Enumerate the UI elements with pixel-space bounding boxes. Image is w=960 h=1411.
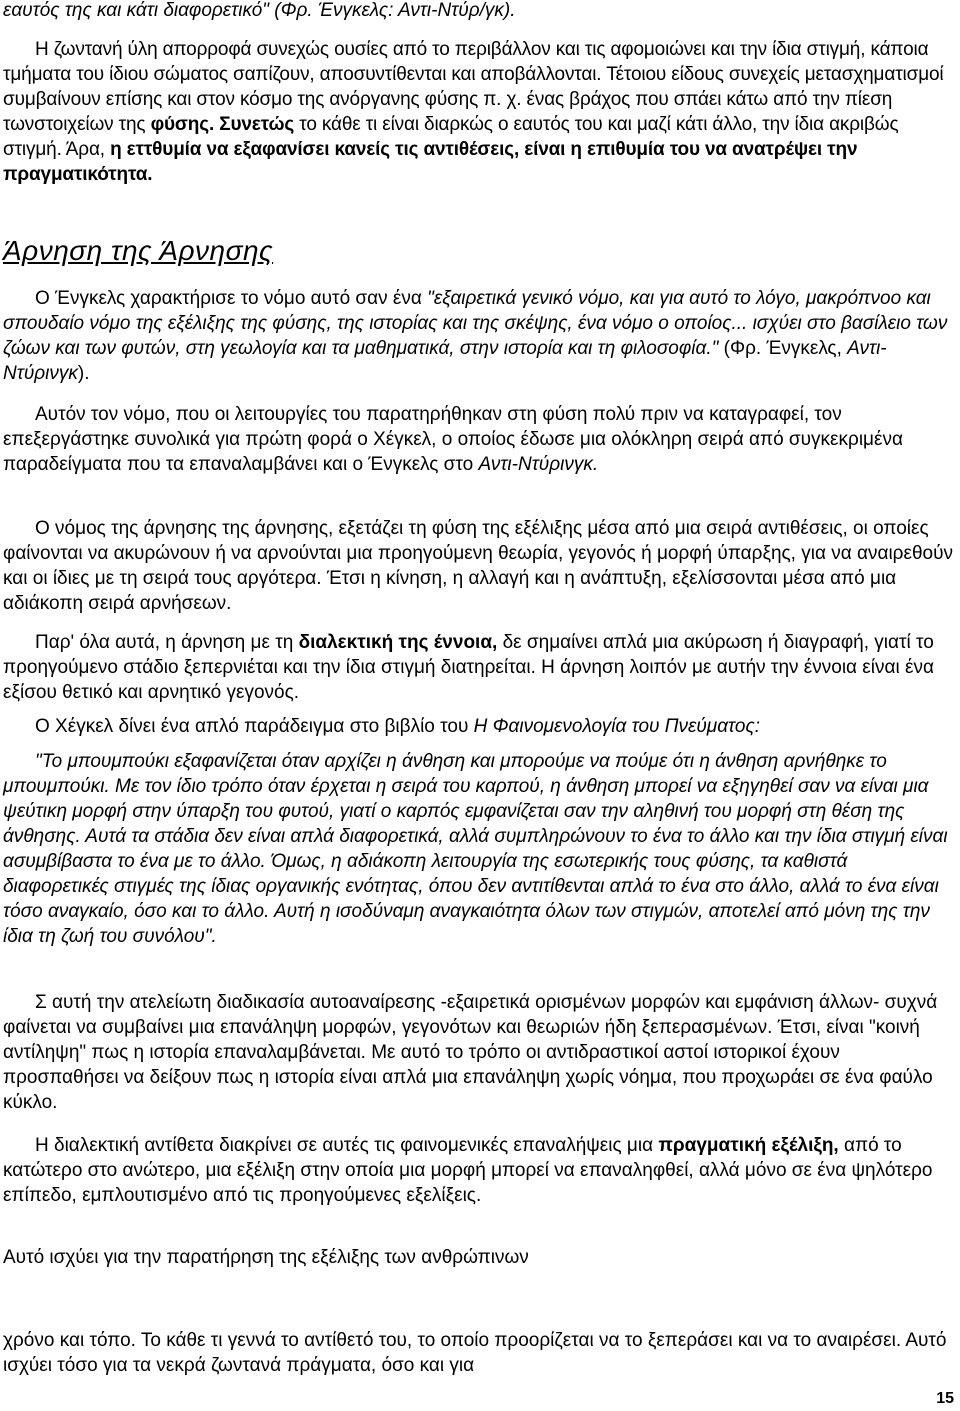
text-carryover: εαυτός της και κάτι διαφορετικό" (Φρ. Ένγκελς: Αντι-Ντύρ/γκ). (3, 0, 516, 21)
text-span: Ο Χέγκελ δίνει ένα απλό παράδειγμα στο βιβλίο του (35, 716, 474, 737)
paragraph-self-negation (3, 990, 953, 1115)
paragraph-hegel-law (3, 402, 953, 477)
paragraph-negation-law (3, 516, 953, 616)
bold-text: πραγματική εξέλιξη, (658, 1135, 839, 1156)
paragraph-time-place (3, 1328, 953, 1378)
paragraph-living-matter (3, 37, 953, 187)
text-span: Παρ' όλα αυτά, η άρνηση με τη (35, 632, 299, 653)
paragraph-carryover (3, 0, 953, 23)
paragraph-real-evolution (3, 1133, 953, 1208)
italic-title: Αντι-Ντύρινγκ (3, 338, 887, 384)
text-span: από το κατώτερο στο ανώτερο, μια εξέλιξη στην οποία μια μορφή μπορεί να επαναληφθεί, αλλά μόνο σε ένα ψηλότερο επίπεδο, εμπλουτισμένο από τις προηγούμενες εξελίξεις. (3, 1135, 933, 1206)
paragraph-human-evolution (3, 1245, 953, 1270)
paragraph-hegel-example (3, 714, 953, 739)
text-span: το κάθε τι είναι διαρκώς ο εαυτός του και μαζί κάτι άλλο, την ίδια ακριβώς στιγμή. Άρα, (3, 114, 899, 160)
italic-title: Αντι-Ντύρινγκ. (478, 454, 599, 475)
text-span: Ο Ένγκελς χαρακτήρισε το νόμο αυτό σαν ένα (35, 288, 428, 309)
quote-text: "Το μπουμπούκι εξαφανίζεται όταν αρχίζει η άνθηση και μπορούμε να πούμε ότι η άνθηση αρνήθηκε το μπουμπούκι. Με τον ίδιο τρόπο όταν έρχεται η σειρά του καρπού, η άνθηση μπορεί να εξηγηθεί σαν να είναι μια ψεύτικη μορφή στην ύπαρξη του φυτού, γιατί ο καρπός εμφανίζεται σαν την αληθινή του μορφή στη θέση της άνθησης. Αυτά τα στάδια δεν είναι απλά διαφορετικά, αλλά συμπληρώνουν το ένα το άλλο και την ίδια στιγμή είναι ασυμβίβαστα το ένα με το άλλο. Όμως, η αδιάκοπη λειτουργία της εσωτερικής τους φύσης, τα καθιστά διαφορετικές στιγμές της ίδιας οργανικής ενότητας, όπου δεν αντιτίθενται απλά το ένα στο άλλο, αλλά το ένα είναι τόσο αναγκαίο, όσο και το άλλο. Αυτή η ισοδύναμη αναγκαιότητα όλων των στιγμών, αποτελεί από μόνη της την ίδια τη ζωή του συνόλου". (3, 751, 948, 947)
text-span: δε σημαίνει απλά μια ακύρωση ή διαγραφή, γιατί το προηγούμενο στάδιο ξεπερνιέται και την ίδια στιγμή διατηρείται. Η άρνηση λοιπόν με αυτήν την έννοια είναι ένα εξίσου θετικό και αρνητικό γεγονός. (3, 632, 934, 703)
text-span: Αυτό ισχύει για την παρατήρηση της εξέλιξης των ανθρώπινων (3, 1247, 529, 1268)
text-span: στοιχείων της (34, 114, 151, 135)
bold-text: διαλεκτική της έννοια, (298, 632, 498, 653)
page-number: 15 (936, 1390, 954, 1407)
text-span: χρόνο και τόπο. Το κάθε τι γεννά το αντίθετό του, το οποίο προορίζεται να το ξεπεράσει και να το αναιρέσει. Αυτό ισχύει τόσο για τα νεκρά ζωντανά πράγματα, όσο και για (3, 1330, 947, 1376)
section-heading: Άρνηση της Άρνησης (3, 235, 274, 266)
paragraph-engels-law (3, 286, 953, 386)
paragraph-hegel-quote (3, 749, 953, 949)
bold-text: Συνετώς (219, 114, 295, 135)
text-span: Σ αυτή την ατελείωτη διαδικασία αυτοαναίρεσης -εξαιρετικά ορισμένων μορφών και εμφάνιση άλλων- συχνά φαίνεται να συμβαίνει μια επανάληψη μορφών, γεγονότων και θεωριών ήδη ξεπερασμένων. Έτσι, είναι "κοινή αντίληψη" πως η ιστορία επαναλαμβάνεται. Με αυτό το τρόπο οι αντιδραστικοί αστοί ιστορικοί έχουν προσπαθήσει να δείξουν πως η ιστορία είναι απλά μια επανάληψη χωρίς νόημα, που προχωράει σε ένα φαύλο κύκλο. (3, 992, 938, 1113)
italic-title: Η Φαινομενολογία του Πνεύματος: (473, 716, 760, 737)
text-span: Ο νόμος της άρνησης της άρνησης, εξετάζει τη φύση της εξέλιξης μέσα από μια σειρά αντιθέσεις, οι οποίες φαίνονται να ακυρώνουν ή να αρνούνται μια προηγούμενη θεωρία, γεγονός ή μορφή ύπαρξης, για να αναιρεθούν και οι ίδιες με τη σειρά τους αργότερα. Έτσι η κίνηση, η αλλαγή και η ανάπτυξη, εξελίσσονται μέσα από μια αδιάκοπη σειρά αρνήσεων. (3, 518, 953, 614)
bold-text: φύσης. (150, 114, 215, 135)
text-span: Η διαλεκτική αντίθετα διακρίνει σε αυτές τις φαινομενικές επαναλήψεις μια (35, 1135, 659, 1156)
quote-text: "εξαιρετικά γενικό νόμο, και για αυτό το λόγο, μακρόπνοο και σπουδαίο νόμο της εξέλιξης της φύσης, της ιστορίας και της σκέψης, ένα νόμο ο οποίος... ισχύει στο βασίλειο των ζώων και των φυτών, στη γεωλογία και τα μαθηματικά, στην ιστορία και τη φιλοσοφία." (3, 288, 948, 359)
text-span: Η ζωντανή ύλη απορροφά συνεχώς ουσίες από το περιβάλλον και τις αφομοιώνει και την ίδια στιγμή, κάποια τμήματα του ίδιου σώματος σαπίζουν, αποσυντίθενται και αποβάλλονται. Τέτοιου είδους συνεχείς μετασχηματισμοί συμβαίνουν επίσης και στον κόσμο της ανόργανης φύσης π. χ. ένας βράχος που σπάει κάτω από την πίεση των (3, 39, 944, 135)
paragraph-dialectical-negation (3, 630, 953, 705)
text-span: ). (77, 363, 90, 384)
text-span: (Φρ. Ένγκελς, (718, 338, 848, 359)
bold-text: η εττθυμία να εξαφανίσει κανείς τις αντιθέσεις, είναι η επιθυμία του να ανατρέψει την πραγματικότητα. (3, 139, 858, 185)
text-span: Αυτόν τον νόμο, που οι λειτουργίες του παρατηρήθηκαν στη φύση πολύ πριν να καταγραφεί, τον επεξεργάστηκε συνολικά για πρώτη φορά ο Χέγκελ, ο οποίος έδωσε μια ολόκληρη σειρά από συγκεκριμένα παραδείγματα που τα επαναλαμβάνει και ο Ένγκελς στο (3, 404, 903, 475)
